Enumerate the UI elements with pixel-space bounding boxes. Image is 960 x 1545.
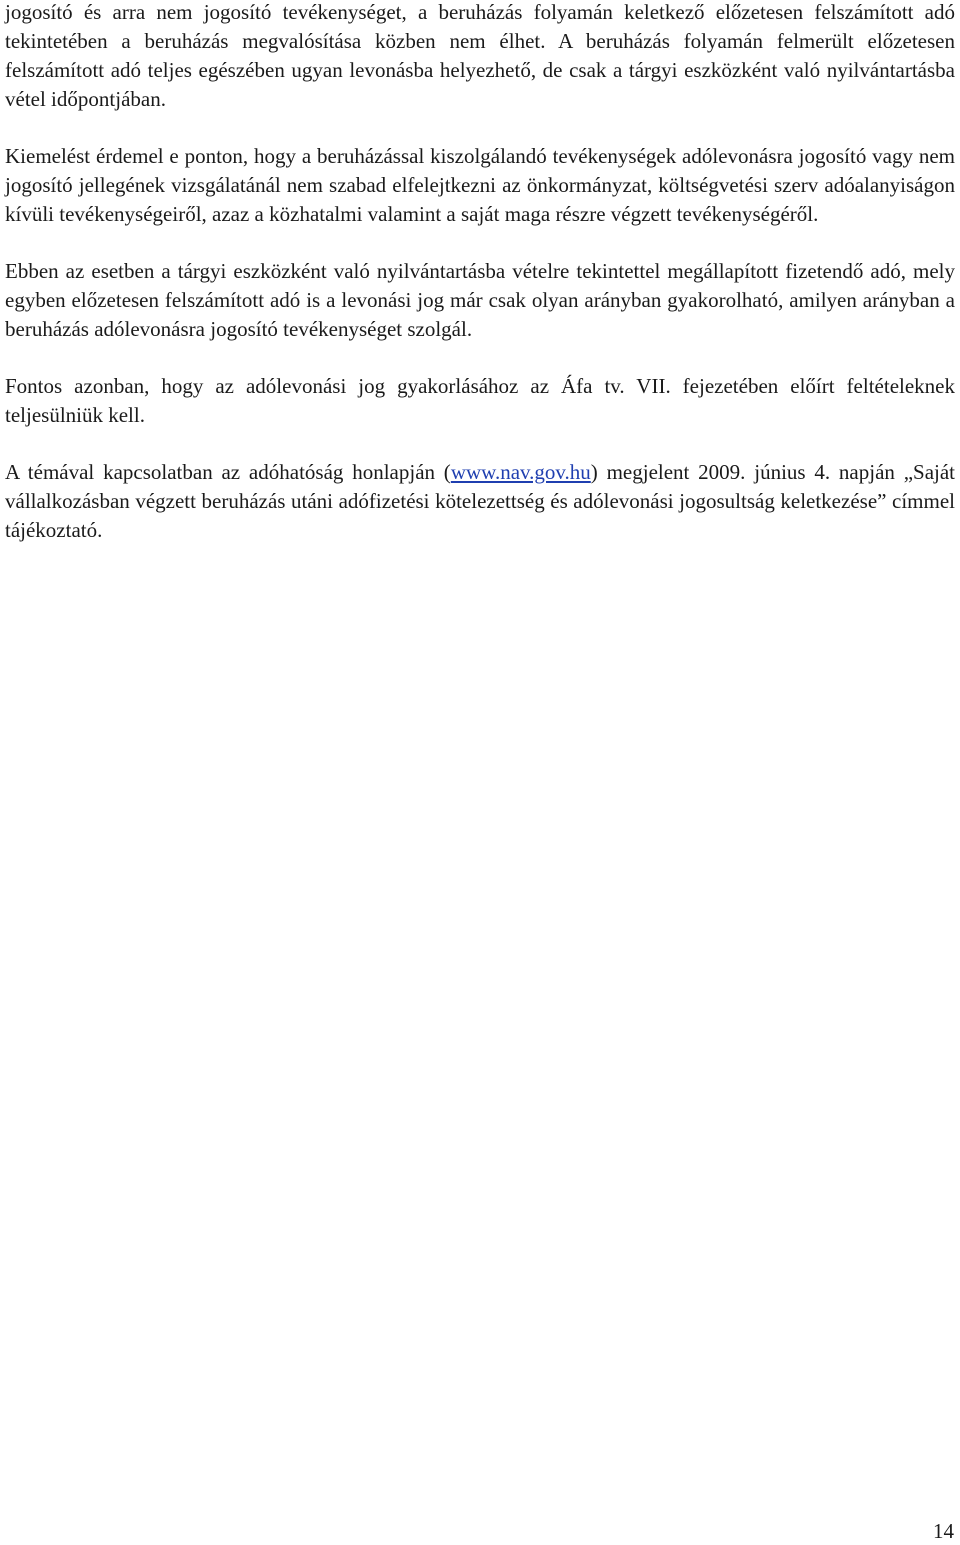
paragraph-3: Ebben az esetben a tárgyi eszközként való nyilvántartásba vételre tekintettel megállapított fizetendő adó, mely egyben előzetesen felszámított adó is a levonási jog már csak olyan arányban gyakorolható, amilyen arányban a beruházás adólevonásra jogosító tevékenységet szolgál. — [5, 259, 955, 341]
paragraph-1: jogosító és arra nem jogosító tevékenységet, a beruházás folyamán keletkező előzetesen felszámított adó tekintetében a beruházás megvalósítása közben nem élhet. A beruházás folyamán felmerült előzetesen felszámított adó teljes egészében ugyan levonásba helyezhető, de csak a tárgyi eszközként való nyilvántartásba vétel időpontjában. — [5, 0, 955, 111]
paragraph-5-before-link: A témával kapcsolatban az adóhatóság honlapján ( — [5, 460, 451, 484]
paragraph-5 — [5, 458, 955, 545]
paragraph-5-after-link: ) megjelent 2009. június 4. napján „Saját vállalkozásban végzett beruházás utáni adófizetési kötelezettség és adólevonási jogosultság keletkezése” címmel tájékoztató. — [5, 460, 956, 542]
document-body — [5, 0, 955, 573]
paragraph-4: Fontos azonban, hogy az adólevonási jog gyakorlásához az Áfa tv. VII. fejezetében előírt feltételeknek teljesülniük kell. — [5, 374, 955, 427]
nav-website-link[interactable]: www.nav.gov.hu — [450, 460, 591, 484]
paragraph-2: Kiemelést érdemel e ponton, hogy a beruházással kiszolgálandó tevékenységek adólevonásra jogosító vagy nem jogosító jellegének vizsgálatánál nem szabad elfelejtkezni az önkormányzat, költségvetési szerv adóalanyiságon kívüli tevékenységeiről, azaz a közhatalmi valamint a saját maga részre végzett tevékenységéről. — [5, 144, 955, 226]
page-number: 14 — [933, 1519, 954, 1543]
